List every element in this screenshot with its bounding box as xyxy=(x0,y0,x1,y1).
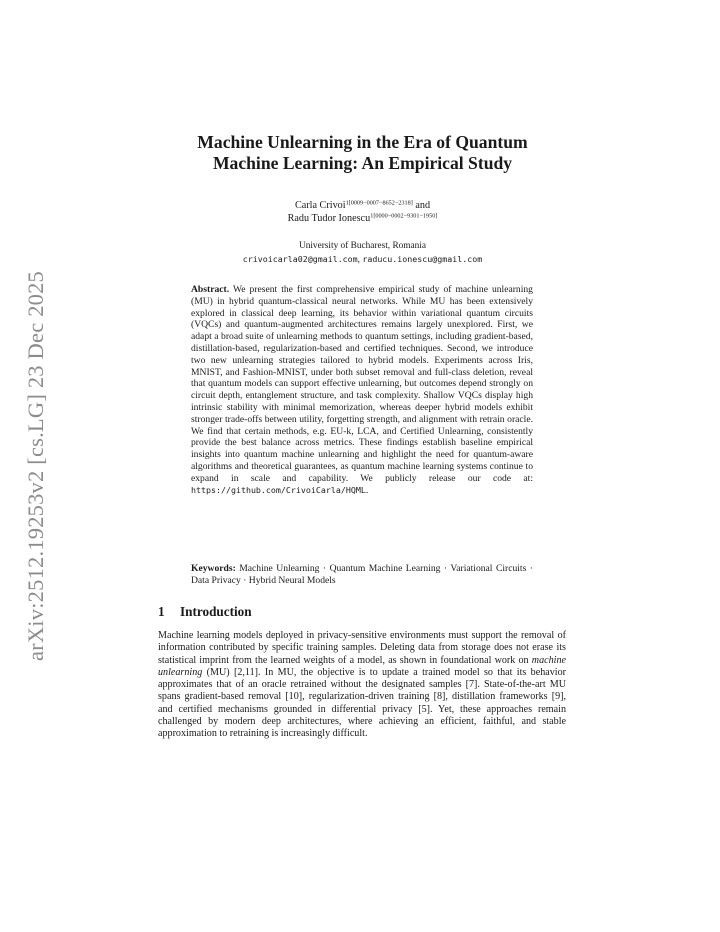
abstract-text: We present the first comprehensive empirical study of machine unlearning (MU) in hybrid quantum-classical neural networks. While MU has been extensively explored in classical deep learning, its behavior within variational quantum circuits (VQCs) and quantum-augmented architectures remains largely unexplored. First, we adapt a broad suite of unlearning methods to quantum settings, including gradient-based, distillation-based, regularization-based and certified techniques. Second, we introduce two new unlearning strategies tailored to hybrid models. Experiments across Iris, MNIST, and Fashion-MNIST, under both subset removal and full-class deletion, reveal that quantum models can support effective unlearning, but outcomes depend strongly on circuit depth, entanglement structure, and task complexity. Shallow VQCs display high intrinsic stability with minimal memorization, whereas deeper hybrid models exhibit stronger trade-offs between utility, forgetting strength, and alignment with retrain oracle. We find that certain methods, e.g. EU-k, LCA, and Certified Unlearning, consistently provide the best balance across metrics. These findings establish baseline empirical insights into quantum machine unlearning and highlight the need for quantum-aware algorithms and theoretical guarantees, as quantum machine learning systems continue to expand in scale and capability. We publicly release our code at: xyxy=(191,284,533,484)
email-link[interactable]: crivoicarla02@gmail.com xyxy=(242,253,358,264)
title-line-2: Machine Learning: An Empirical Study xyxy=(212,153,513,173)
author-line-2 xyxy=(150,213,575,226)
institution: University of Bucharest, Romania xyxy=(298,241,427,251)
author-orcid[interactable]: 1[0009−0007−8652−2318] xyxy=(345,199,413,207)
section-heading-introduction xyxy=(158,604,252,620)
abstract xyxy=(191,284,533,496)
arxiv-identifier-stamp[interactable]: arXiv:2512.19253v2 [cs.LG] 23 Dec 2025 xyxy=(23,270,48,662)
author-conjunction: and xyxy=(412,200,431,211)
intro-text-2: (MU) [2,11]. In MU, the objective is to update a trained model so that its behavior approximates that of an oracle retrained without the designated samples [7]. State-of-the-art MU spans gradient-based removal [10], regularization-driven training [8], distillation frameworks [9], and certified mechanisms grounded in differential privacy [5]. Yet, these approaches remain challenged by modern deep architectures, where achieving an efficient, faithful, and stable approximation to retraining is increasingly difficult. xyxy=(158,666,566,739)
author-list xyxy=(150,200,575,225)
paper-title xyxy=(150,132,575,174)
abstract-label: Abstract. xyxy=(191,284,230,295)
affiliation-block xyxy=(150,240,575,266)
code-link[interactable]: https://github.com/CrivoiCarla/HQML xyxy=(191,484,366,495)
email-line xyxy=(150,253,575,267)
author-name: Carla Crivoi xyxy=(294,200,346,211)
author-name: Radu Tudor Ionescu xyxy=(287,212,371,224)
keywords-label: Keywords: xyxy=(191,563,236,574)
email-separator: , xyxy=(357,254,363,265)
abstract-end: . xyxy=(365,484,369,496)
section-number: 1 xyxy=(158,604,165,619)
intro-term: machine unlearning xyxy=(158,654,566,678)
author-orcid[interactable]: 1[0000−0002−9301−1950] xyxy=(370,212,438,219)
email-link[interactable]: raducu.ionescu@gmail.com xyxy=(362,253,483,264)
author-line-1 xyxy=(150,200,575,213)
title-line-1: Machine Unlearning in the Era of Quantum xyxy=(197,132,528,152)
keywords-text: Machine Unlearning · Quantum Machine Learning · Variational Circuits · Data Privacy · Hybrid Neural Models xyxy=(191,563,533,586)
section-title: Introduction xyxy=(180,604,252,619)
intro-text-1: Machine learning models deployed in privacy-sensitive environments must support the removal of information contributed by specific training samples. Deleting data from storage does not erase its statistical imprint from the learned weights of a model, as shown in foundational work on xyxy=(158,630,566,666)
keywords xyxy=(191,563,533,587)
introduction-paragraph xyxy=(158,630,566,740)
